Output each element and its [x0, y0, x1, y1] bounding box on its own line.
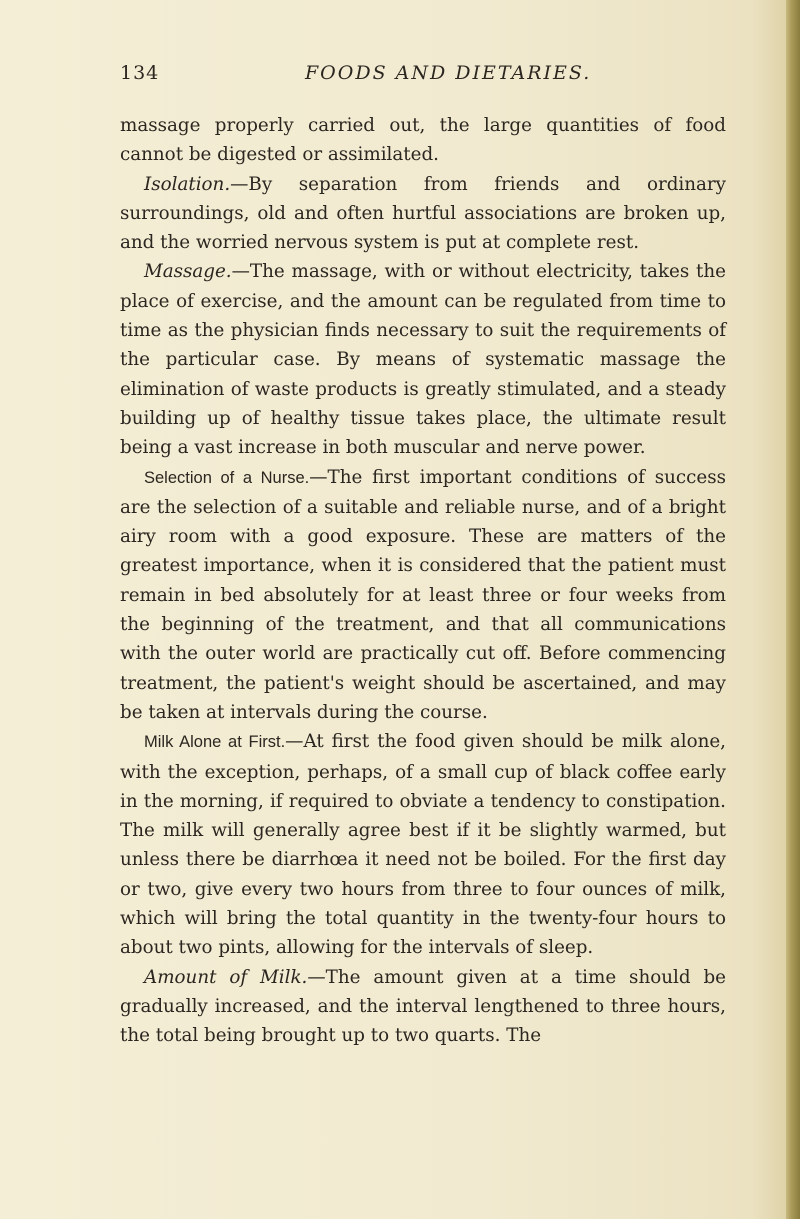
body-text — [120, 111, 726, 1051]
page-edge-shadow — [786, 0, 800, 1219]
page-header — [0, 62, 800, 92]
section-heading-milk-alone: Milk Alone at First. — [144, 733, 286, 752]
paragraph-milk-alone: Milk Alone at First.—At first the food given should be milk alone, with the exception, perhaps, of a small cup of black coffee early in the morning, if required to obviate a tendency to constipation. The milk will generally agree best if it be slightly warmed, but unless there be diarrhœa it need not be boiled. For the first day or two, give every two hours from three to four ounces of milk, which will bring the total quantity in the twenty-four hours to about two pints, allowing for the intervals of sleep. — [120, 731, 726, 959]
paragraph-amount-of-milk: Amount of Milk.—The amount given at a time should be gradually increased, and the interval lengthened to three hours, the total being brought up to two quarts. The — [120, 966, 726, 1047]
section-heading-isolation: Isolation. — [144, 173, 231, 195]
paragraph-selection-of-nurse: Selection of a Nurse.—The first important conditions of success are the selection of a suitable and reliable nurse, and of a bright airy room with a good exposure. These are matters of the greatest importance, when it is considered that the patient must remain in bed absolutely for at least three or four weeks from the beginning of the treatment, and that all communications with the outer world are practically cut off. Before commencing treatment, the patient's weight should be ascertained, and may be taken at intervals during the course. — [120, 466, 726, 723]
running-title: FOODS AND DIETARIES. — [305, 62, 592, 84]
paragraph-massage: Massage.—The massage, with or without electricity, takes the place of exercise, and the amount can be regulated from time to time as the physician finds necessary to suit the requirements of the particular case. By means of systematic massage the elimination of waste products is greatly stimulated, and a steady building up of healthy tissue takes place, the ultimate result being a vast increase in both muscular and nerve power. — [120, 261, 726, 459]
section-heading-amount-of-milk: Amount of Milk. — [144, 966, 308, 988]
paragraph-continuation: massage properly carried out, the large quantities of food cannot be digested or assimilated. — [120, 115, 726, 166]
paragraph-isolation: Isolation.—By separation from friends and ordinary surroundings, old and often hurtful associations are broken up, and the worried nervous system is put at complete rest. — [120, 173, 726, 254]
section-heading-massage: Massage. — [144, 261, 232, 283]
page-number: 134 — [120, 62, 160, 84]
section-heading-selection-of-nurse: Selection of a Nurse. — [144, 468, 310, 487]
